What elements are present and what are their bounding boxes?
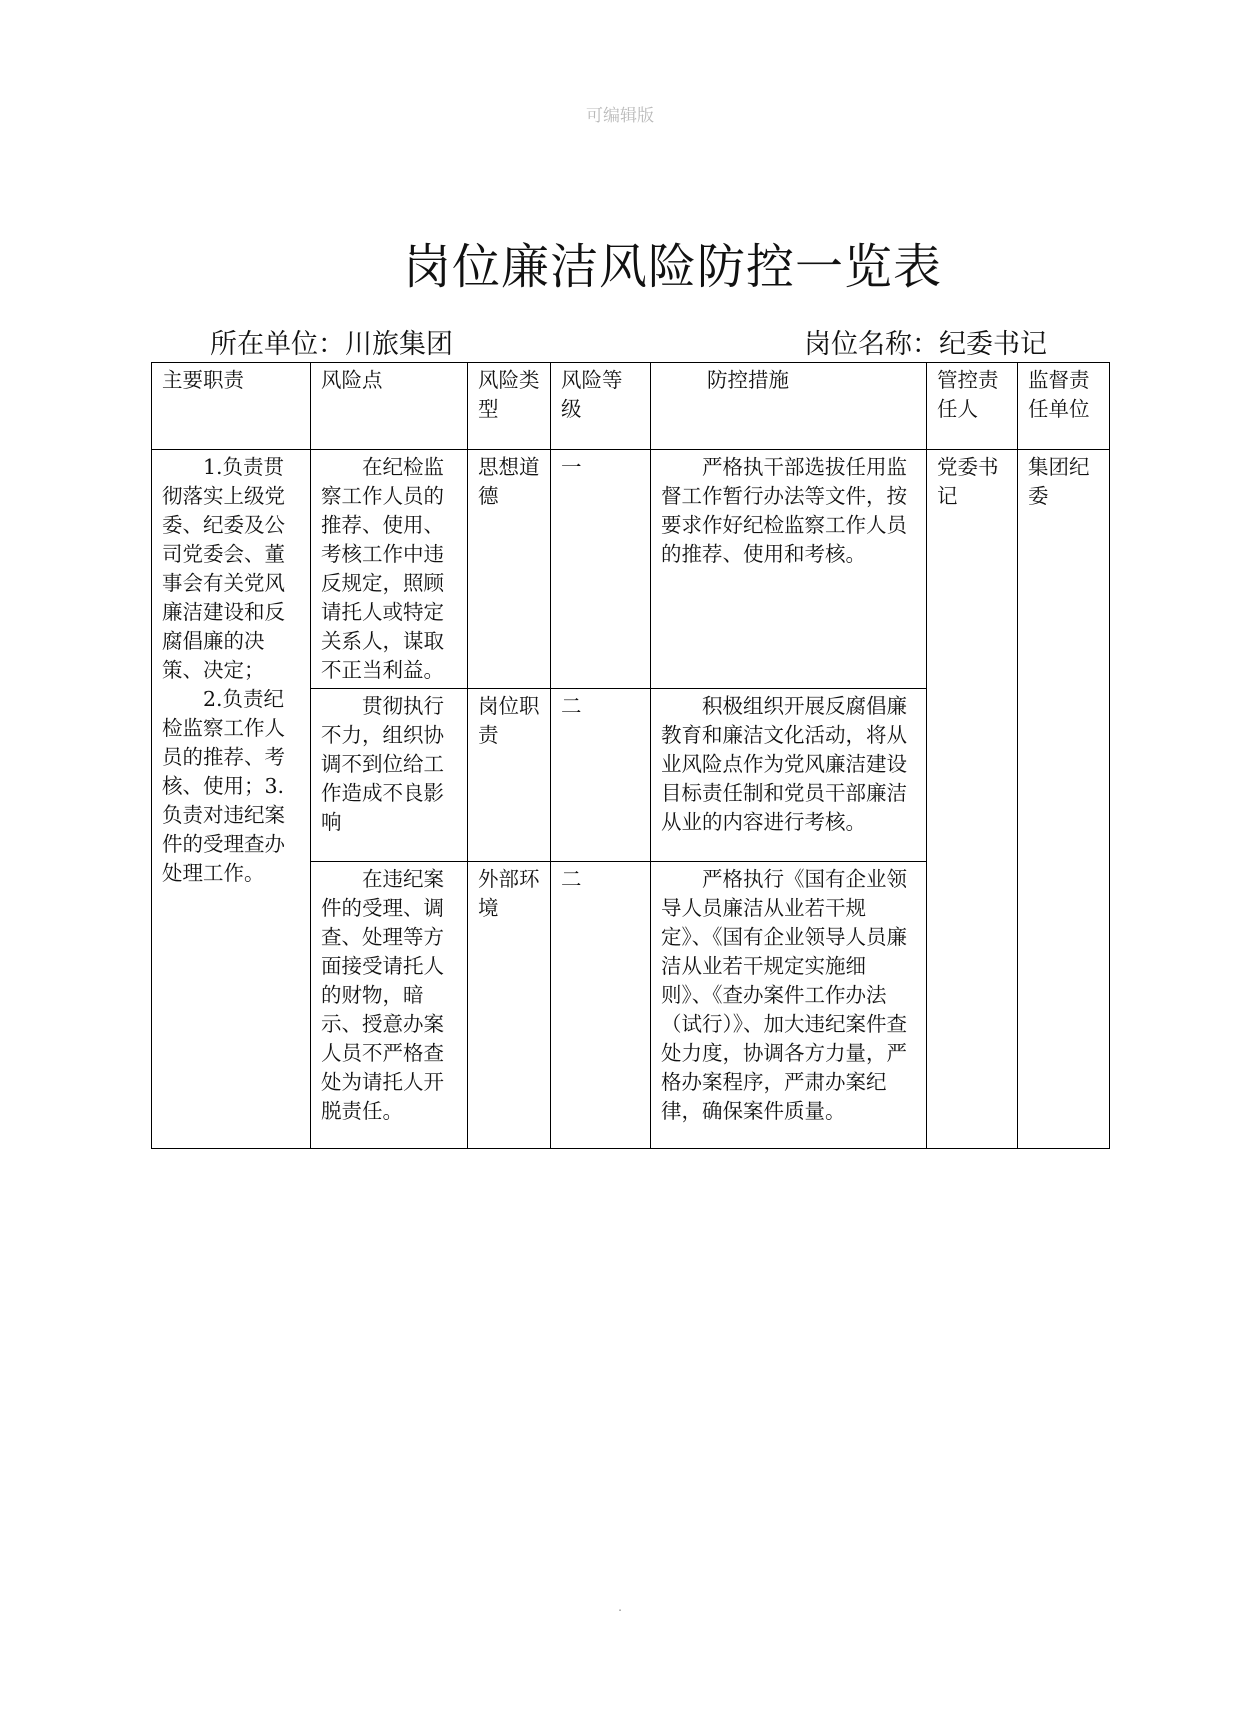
header-measures: 防控措施 (651, 363, 927, 450)
risk-control-table (151, 362, 1110, 1149)
risk-level-cell: 二 (551, 689, 651, 862)
risk-point-cell: 贯彻执行不力，组织协调不到位给工作造成不良影响 (311, 689, 468, 862)
risk-type-cell: 岗位职责 (468, 689, 551, 862)
risk-type-cell: 思想道德 (468, 450, 551, 689)
measures-cell: 严格执行《国有企业领导人员廉洁从业若干规定》、《国有企业领导人员廉洁从业若干规定实施细则》、《查办案件工作办法（试行）》、加大违纪案件查处力度，协调各方力量，严格办案程序，严肃办案纪律，确保案件质量。 (651, 862, 927, 1149)
position-label: 岗位名称：纪委书记 (804, 329, 1047, 360)
risk-type-cell: 外部环境 (468, 862, 551, 1149)
table-row (152, 450, 1110, 689)
risk-point-cell: 在违纪案件的受理、调查、处理等方面接受请托人的财物，暗示、授意办案人员不严格查处为请托人开脱责任。 (311, 862, 468, 1149)
unit-label: 所在单位：川旅集团 (210, 329, 453, 360)
header-duty: 主要职责 (152, 363, 311, 450)
measures-cell: 积极组织开展反腐倡廉教育和廉洁文化活动，将从业风险点作为党风廉洁建设目标责任制和党员干部廉洁从业的内容进行考核。 (651, 689, 927, 862)
supervisor-cell: 集团纪委 (1018, 450, 1110, 1149)
table-header-row (152, 363, 1110, 450)
measures-cell: 严格执干部选拔任用监督工作暂行办法等文件，按要求作好纪检监察工作人员的推荐、使用和考核。 (651, 450, 927, 689)
duty-text-part1: 1.负责贯彻落实上级党委、纪委及公司党委会、董事会有关党风廉洁建设和反腐倡廉的决策、决定； (162, 455, 285, 682)
watermark-text: 可编辑版 (586, 106, 654, 126)
duty-text-part2: 2.负责纪检监察工作人员的推荐、考核、使用；3.负责对违纪案件的受理查办处理工作。 (162, 687, 285, 885)
risk-point-cell: 在纪检监察工作人员的推荐、使用、考核工作中违反规定，照顾请托人或特定关系人，谋取不正当利益。 (311, 450, 468, 689)
risk-level-cell: 一 (551, 450, 651, 689)
footer-mark: . (618, 1600, 622, 1614)
duty-cell (152, 450, 311, 1149)
header-supervisor: 监督责任单位 (1018, 363, 1110, 450)
page-title: 岗位廉洁风险防控一览表 (402, 239, 942, 295)
header-risk-point: 风险点 (311, 363, 468, 450)
responsible-cell: 党委书记 (927, 450, 1018, 1149)
header-responsible: 管控责任人 (927, 363, 1018, 450)
header-risk-level: 风险等级 (551, 363, 651, 450)
header-risk-type: 风险类型 (468, 363, 551, 450)
risk-level-cell: 二 (551, 862, 651, 1149)
